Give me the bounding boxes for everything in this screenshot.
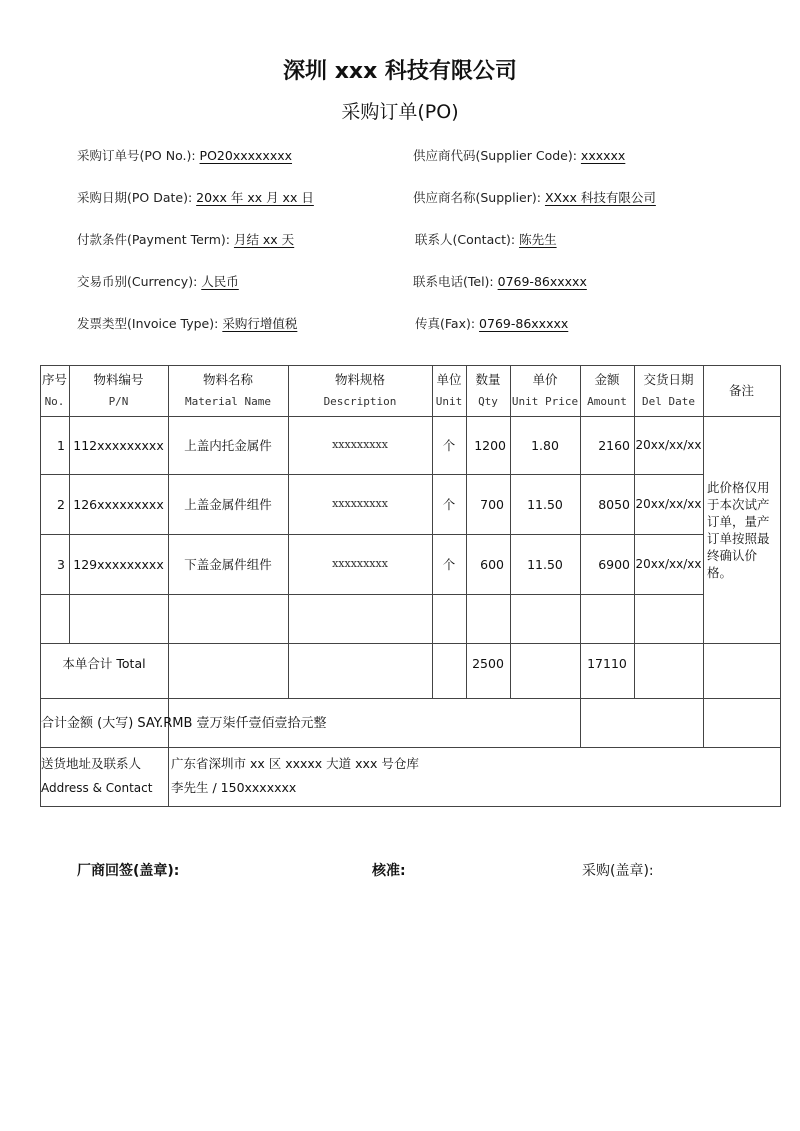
col-header-material-name [168, 366, 288, 416]
cell-del-date: 20xx/xx/xx [635, 497, 702, 512]
col-header-cn: 序号 [41, 372, 67, 387]
col-header-amount [580, 366, 634, 416]
delivery-label-cn: 送货地址及联系人 [41, 756, 142, 771]
col-header-cn: 金额 [594, 372, 620, 387]
cell-unit: 个 [442, 496, 456, 512]
po-date-field [77, 188, 314, 206]
supplier-code-value: xxxxxx [580, 148, 626, 163]
cell-pn: 129xxxxxxxxx [73, 556, 164, 572]
cell-qty: 1200 [474, 437, 506, 453]
col-header-en: P/N [108, 395, 129, 408]
col-header-en: Unit [435, 395, 463, 408]
col-header-description [288, 366, 432, 416]
cell-pn: 112xxxxxxxxx [73, 437, 164, 453]
cell-unit-price: 11.50 [527, 496, 563, 512]
payment-term-field [77, 230, 294, 248]
total-qty: 2500 [472, 656, 504, 672]
col-header-cn: 交货日期 [643, 372, 694, 387]
col-header-qty [466, 366, 510, 416]
supplier-code-field [413, 146, 625, 164]
document-title: 采购订单(PO) [341, 101, 459, 123]
supplier-name-label: 供应商名称(Supplier): [413, 190, 545, 205]
cell-amount: 8050 [598, 496, 630, 512]
col-header-unit [432, 366, 466, 416]
invoice-type-value: 采购行增值税 [222, 316, 298, 331]
col-header-en: Del Date [642, 395, 695, 408]
supplier-name-value: XXxx 科技有限公司 [544, 190, 656, 205]
cell-material-name: 上盖内托金属件 [184, 437, 272, 453]
col-header-cn: 物料规格 [334, 372, 385, 387]
table-line [40, 747, 781, 748]
delivery-contact: 李先生 / 150xxxxxxx [171, 780, 297, 795]
amount-words-label: 合计金额 (大写) SAY. [41, 716, 164, 731]
cell-pn: 126xxxxxxxxx [73, 496, 164, 512]
cell-material-name: 上盖金属件组件 [184, 496, 272, 512]
po-number-label: 采购订单号(PO No.): [77, 148, 200, 163]
po-number-value: PO20xxxxxxxx [199, 148, 293, 163]
delivery-label [41, 752, 152, 800]
fax-field [415, 314, 568, 332]
fax-value: 0769-86xxxxx [479, 316, 569, 331]
col-header-en: No. [44, 395, 65, 408]
col-header-en: Amount [587, 395, 627, 408]
amount-words-value: RMB 壹万柒仟壹佰壹拾元整 [163, 716, 327, 731]
col-header-del-date [634, 366, 703, 416]
col-header-cn: 物料名称 [202, 372, 253, 387]
po-date-value: 20xx 年 xx 月 xx 日 [196, 190, 314, 205]
delivery-label-en: Address & Contact [41, 781, 153, 795]
cell-no: 3 [57, 556, 65, 572]
payment-term-label: 付款条件(Payment Term): [77, 232, 234, 247]
po-number-field [77, 146, 292, 164]
company-name: 深圳 xxx 科技有限公司 [283, 59, 517, 84]
delivery-address: 广东省深圳市 xx 区 xxxxx 大道 xxx 号仓库 [171, 756, 419, 771]
col-header-en: Description [323, 395, 397, 408]
col-header-en: Unit Price [511, 395, 579, 408]
cell-qty: 700 [480, 496, 504, 512]
col-header-en: Qty [478, 395, 498, 408]
contact-field [415, 230, 557, 248]
table-border-bottom [40, 806, 781, 807]
table-line [40, 698, 781, 699]
col-header-no [40, 366, 69, 416]
total-label: 本单合计 Total [62, 656, 146, 672]
cell-qty: 600 [480, 556, 504, 572]
cell-unit: 个 [442, 556, 456, 572]
cell-no: 2 [57, 496, 65, 512]
supplier-name-field [413, 188, 656, 206]
fax-label: 传真(Fax): [415, 316, 480, 331]
approval-signature-label: 核准: [372, 863, 406, 879]
total-amount: 17110 [587, 656, 627, 672]
col-header-cn: 数量 [475, 372, 501, 387]
supplier-code-label: 供应商代码(Supplier Code): [413, 148, 581, 163]
table-border-right [780, 365, 781, 807]
cell-description: xxxxxxxxx [332, 497, 388, 511]
currency-field [77, 272, 239, 290]
cell-del-date: 20xx/xx/xx [635, 438, 702, 453]
currency-value: 人民币 [201, 274, 239, 289]
col-header-cn: 单位 [436, 372, 462, 387]
remark-note: 此价格仅用于本次试产订单，量产订单按照最终确认价格。 [707, 480, 770, 580]
po-date-label: 采购日期(PO Date): [77, 190, 197, 205]
col-header-cn: 单价 [532, 372, 558, 387]
cell-amount: 6900 [598, 556, 630, 572]
cell-del-date: 20xx/xx/xx [635, 557, 702, 572]
cell-material-name: 下盖金属件组件 [184, 556, 272, 572]
tel-label: 联系电话(Tel): [413, 274, 498, 289]
contact-label: 联系人(Contact): [415, 232, 520, 247]
col-header-remark [703, 366, 780, 416]
invoice-type-label: 发票类型(Invoice Type): [77, 316, 223, 331]
col-header-cn: 物料编号 [93, 372, 144, 387]
cell-no: 1 [57, 437, 65, 453]
cell-description: xxxxxxxxx [332, 557, 388, 571]
col-header-en: Material Name [184, 395, 272, 408]
amount-words-row [41, 712, 327, 731]
payment-term-value: 月结 xx 天 [233, 232, 295, 247]
col-header-cn: 备注 [728, 383, 754, 398]
tel-value: 0769-86xxxxx [497, 274, 587, 289]
col-header-pn [69, 366, 168, 416]
contact-value: 陈先生 [519, 232, 557, 247]
currency-label: 交易币别(Currency): [77, 274, 202, 289]
delivery-value [171, 752, 419, 800]
cell-unit-price: 1.80 [531, 437, 559, 453]
purchase-signature-label: 采购(盖章): [582, 863, 654, 879]
cell-description: xxxxxxxxx [332, 438, 388, 452]
col-header-unit-price [510, 366, 580, 416]
vendor-signature-label: 厂商回签(盖章): [77, 863, 180, 879]
cell-unit: 个 [442, 437, 456, 453]
tel-field [413, 272, 587, 290]
cell-amount: 2160 [598, 437, 630, 453]
table-line [40, 594, 703, 595]
cell-unit-price: 11.50 [527, 556, 563, 572]
invoice-type-field [77, 314, 297, 332]
